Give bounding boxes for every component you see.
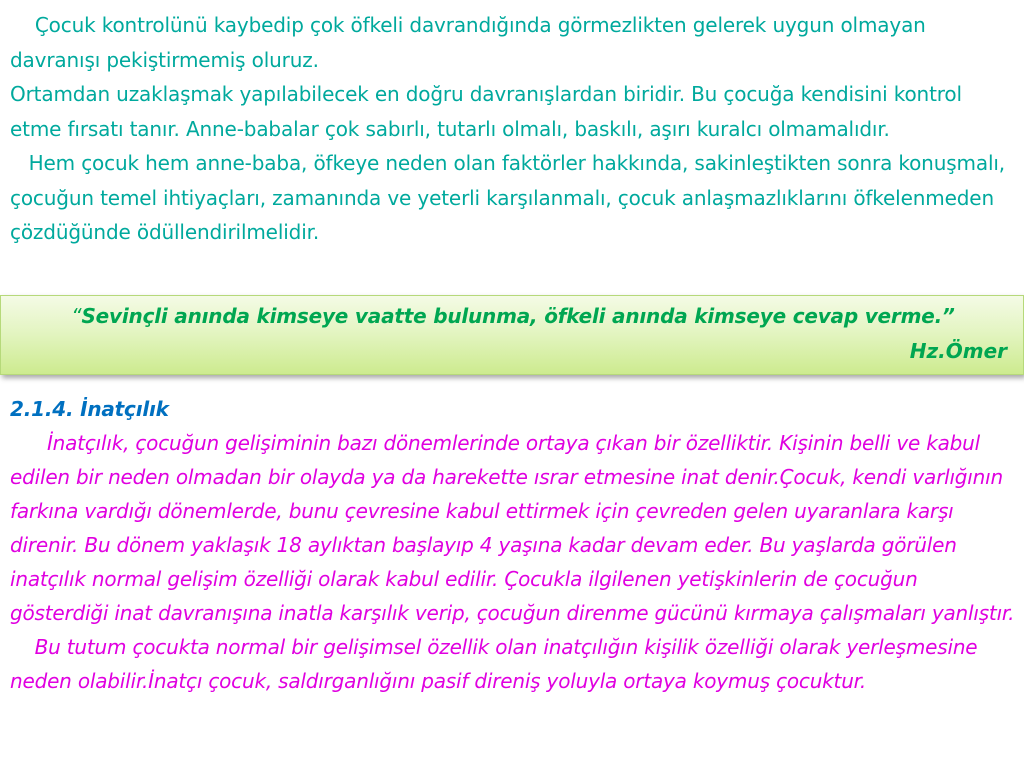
section-paragraph: İnatçılık, çocuğun gelişiminin bazı dönemlerinde ortaya çıkan bir özelliktir. Kişinin belli ve kabul edilen bir neden olmadan bir olayda ya da harekette ısrar etmesine inat denir.Çocuk, kendi varlığının farkına vardığı dönemlerde, bunu çevresine kabul ettirmek için çevreden gelen uyaranlara karşı direnir. Bu dönem yaklaşık 18 aylıktan başlayıp 4 yaşına kadar devam eder. Bu yaşlarda görülen inatçılık normal gelişim özelliği olarak kabul edilir. Çocukla ilgilenen yetişkinlerin de çocuğun gösterdiği inat davranışına inatla karşılık verip, çocuğun direnme gücünü kırmaya çalışmaları yanlıştır. — [10, 431, 1015, 625]
intro-paragraph: Ortamdan uzaklaşmak yapılabilecek en doğru davranışlardan biridir. Bu çocuğa kendisini kontrol etme fırsatı tanır. Anne-babalar çok sabırlı, tutarlı olmalı, baskılı, aşırı kuralcı olmamalıdır. — [10, 82, 962, 141]
quote-author: Hz.Ömer — [909, 339, 1007, 363]
intro-paragraph: Çocuk kontrolünü kaybedip çok öfkeli davrandığında görmezlikten gelerek uygun olmayan davranışı pekiştirmemiş oluruz. — [10, 13, 932, 72]
quote-box — [0, 295, 1024, 375]
intro-text-block — [10, 8, 1014, 250]
section-paragraph: Bu tutum çocukta normal bir gelişimsel özellik olan inatçılığın kişilik özelliği olarak yerleşmesine neden olabilir.İnatçı çocuk, saldırganlığını pasif direniş yoluyla ortaya koymuş çocuktur. — [10, 635, 984, 693]
section-inatcilik — [10, 392, 1016, 698]
quote-text: Sevinçli anında kimseye vaatte bulunma, öfkeli anında kimseye cevap verme.” — [81, 304, 955, 328]
quote-line — [1, 304, 1024, 328]
section-heading: 2.1.4. İnatçılık — [10, 397, 169, 421]
quote-open-mark: “ — [71, 304, 82, 328]
intro-paragraph: Hem çocuk hem anne-baba, öfkeye neden olan faktörler hakkında, sakinleştikten sonra konuşmalı, çocuğun temel ihtiyaçları, zamanında ve yeterli karşılanmalı, çocuk anlaşmazlıklarını öfkelenmeden çözdüğünde ödüllendirilmelidir. — [10, 151, 1012, 244]
